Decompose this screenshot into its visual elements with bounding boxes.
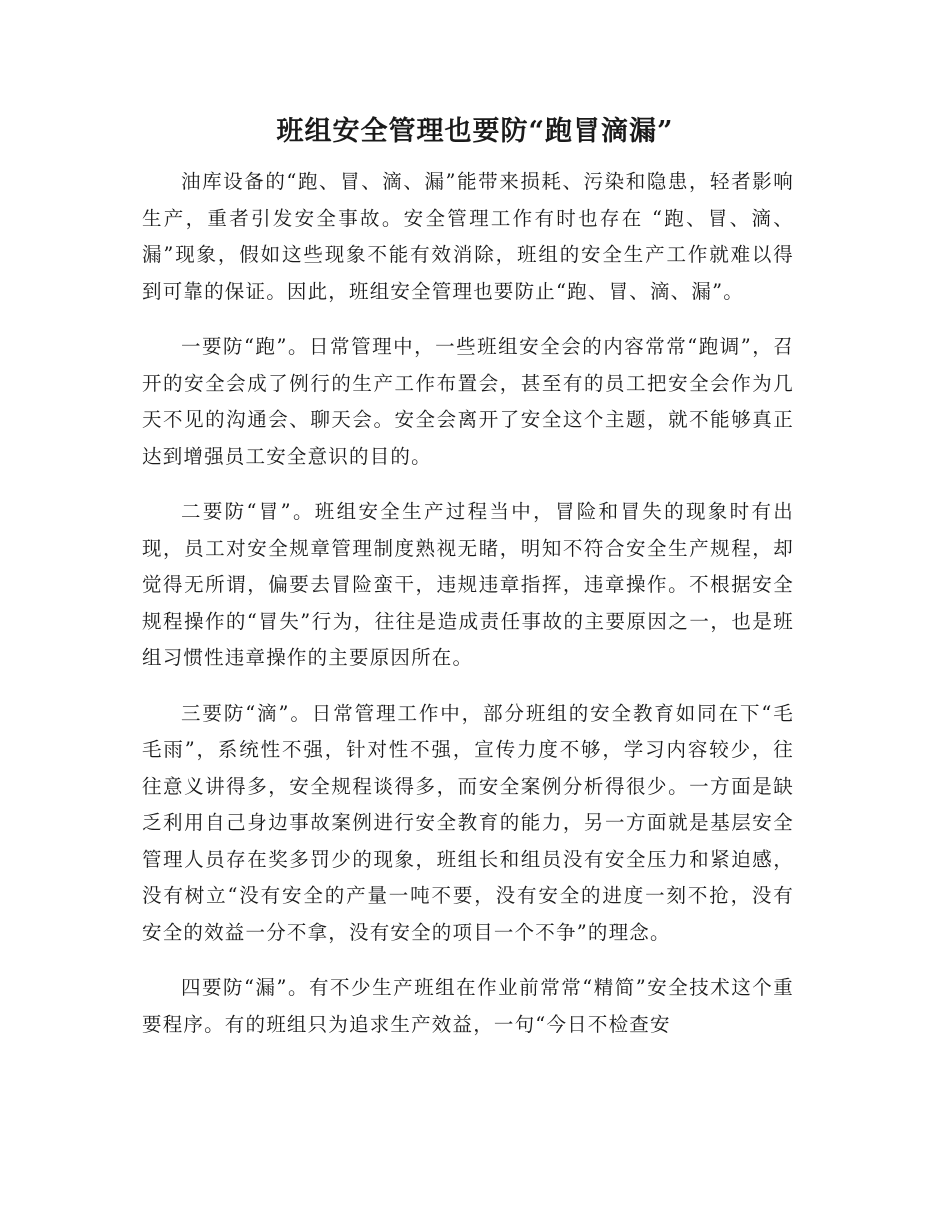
document-body <box>142 164 794 1062</box>
document-title: 班组安全管理也要防“跑冒滴漏” <box>276 116 674 147</box>
paragraph-prevent-leak: 四要防“漏”。有不少生产班组在作业前常常“精简”安全技术这个重要程序。有的班组只为追求生产效益，一句“今日不检查安 <box>142 976 794 1036</box>
paragraph-intro: 油库设备的“跑、冒、滴、漏”能带来损耗、污染和隐患，轻者影响生产，重者引发安全事故。安全管理工作有时也存在 “跑、冒、滴、漏”现象，假如这些现象不能有效消除，班组的安全生产工作就难以得到可靠的保证。因此，班组安全管理也要防止“跑、冒、滴、漏”。 <box>142 170 794 303</box>
paragraph-prevent-rash: 二要防“冒”。班组安全生产过程当中，冒险和冒失的现象时有出现，员工对安全规章管理制度熟视无睹，明知不符合安全生产规程，却觉得无所谓，偏要去冒险蛮干，违规违章指挥，违章操作。不根据安全规程操作的“冒失”行为，往往是造成责任事故的主要原因之一，也是班组习惯性违章操作的主要原因所在。 <box>142 500 794 669</box>
paragraph-prevent-drip: 三要防“滴”。日常管理工作中，部分班组的安全教育如同在下“毛毛雨”，系统性不强，针对性不强，宣传力度不够，学习内容较少，往往意义讲得多，安全规程谈得多，而安全案例分析得很少。一方面是缺乏利用自己身边事故案例进行安全教育的能力，另一方面就是基层安全管理人员存在奖多罚少的现象，班组长和组员没有安全压力和紧迫感，没有树立“没有安全的产量一吨不要，没有安全的进度一刻不抢，没有安全的效益一分不拿，没有安全的项目一个不争”的理念。 <box>142 701 794 944</box>
paragraph-prevent-run: 一要防“跑”。日常管理中，一些班组安全会的内容常常“跑调”，召开的安全会成了例行的生产工作布置会，甚至有的员工把安全会作为几天不见的沟通会、聊天会。安全会离开了安全这个主题，就不能够真正达到增强员工安全意识的目的。 <box>142 335 794 468</box>
